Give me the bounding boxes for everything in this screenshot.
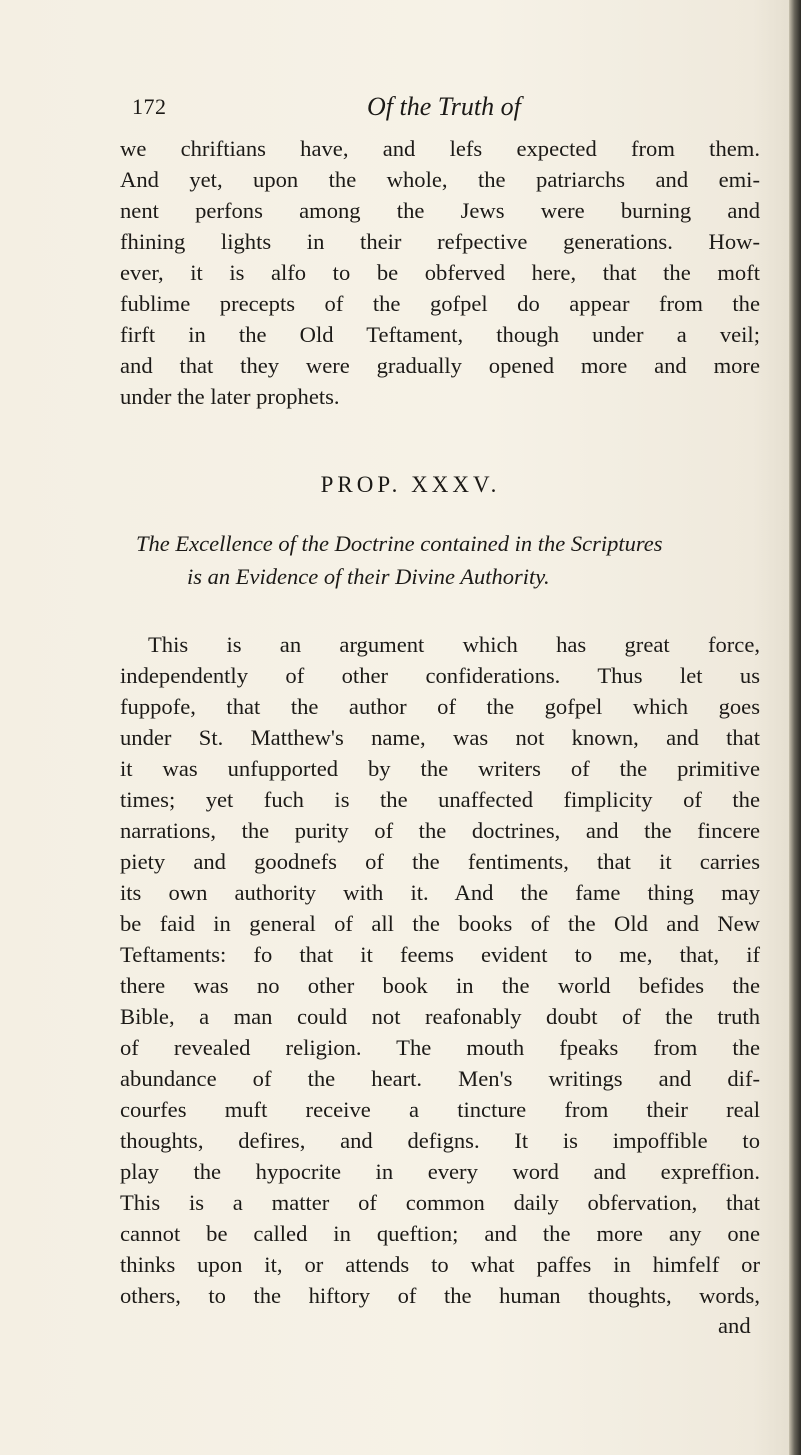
page-number: 172 xyxy=(132,94,167,119)
body-line: of revealed religion. The mouth fpeaks from the xyxy=(120,1035,760,1060)
body-line: its own authority with it. And the fame thing may xyxy=(120,880,760,905)
body-line: ever, it is alfo to be obferved here, that the moft xyxy=(120,260,760,285)
proposition-heading: PROP. XXXV. xyxy=(320,472,501,497)
body-line: thoughts, defires, and defigns. It is impoffible to xyxy=(120,1128,760,1153)
body-line: firft in the Old Teftament, though under a veil; xyxy=(120,322,760,347)
body-line: under the later prophets. xyxy=(120,384,340,409)
proposition-title-line: The Excellence of the Doctrine contained in the Scriptures xyxy=(136,531,663,556)
body-line: Teftaments: fo that it feems evident to me, that, if xyxy=(120,942,760,967)
body-line: And yet, upon the whole, the patriarchs and emi- xyxy=(120,167,760,192)
body-line: times; yet fuch is the unaffected fimplicity of the xyxy=(120,787,760,812)
body-line: courfes muft receive a tincture from their real xyxy=(120,1097,760,1122)
body-line: fuppofe, that the author of the gofpel which goes xyxy=(120,694,760,719)
catchword: and xyxy=(718,1313,751,1338)
body-line: be faid in general of all the books of the Old and New xyxy=(120,911,760,936)
running-head xyxy=(132,94,732,130)
body-line: fhining lights in their refpective generations. How- xyxy=(120,229,760,254)
page-edge-shadow xyxy=(789,0,801,1455)
body-line: piety and goodnefs of the fentiments, that it carries xyxy=(120,849,760,874)
body-line: there was no other book in the world befides the xyxy=(120,973,760,998)
body-line: independently of other confiderations. Thus let us xyxy=(120,663,760,688)
body-line: This is a matter of common daily obfervation, that xyxy=(120,1190,760,1215)
body-line: abundance of the heart. Men's writings and dif- xyxy=(120,1066,760,1091)
body-line: This is an argument which has great force, xyxy=(148,632,760,657)
body-line: others, to the hiftory of the human thoughts, words, xyxy=(120,1283,760,1308)
body-line: it was unfupported by the writers of the primitive xyxy=(120,756,760,781)
body-line: and that they were gradually opened more and more xyxy=(120,353,760,378)
body-line: under St. Matthew's name, was not known, and that xyxy=(120,725,760,750)
body-line: narrations, the purity of the doctrines, and the fincere xyxy=(120,818,760,843)
body-line: Bible, a man could not reafonably doubt of the truth xyxy=(120,1004,760,1029)
body-line: we chriftians have, and lefs expected from them. xyxy=(120,136,760,161)
body-line: fublime precepts of the gofpel do appear from the xyxy=(120,291,760,316)
body-line: cannot be called in queftion; and the more any one xyxy=(120,1221,760,1246)
body-line: nent perfons among the Jews were burning and xyxy=(120,198,760,223)
body-line: thinks upon it, or attends to what paffes in himfelf or xyxy=(120,1252,760,1277)
running-title: Of the Truth of xyxy=(367,92,521,121)
body-line: play the hypocrite in every word and expreffion. xyxy=(120,1159,760,1184)
proposition-title-line: is an Evidence of their Divine Authority. xyxy=(187,564,550,589)
